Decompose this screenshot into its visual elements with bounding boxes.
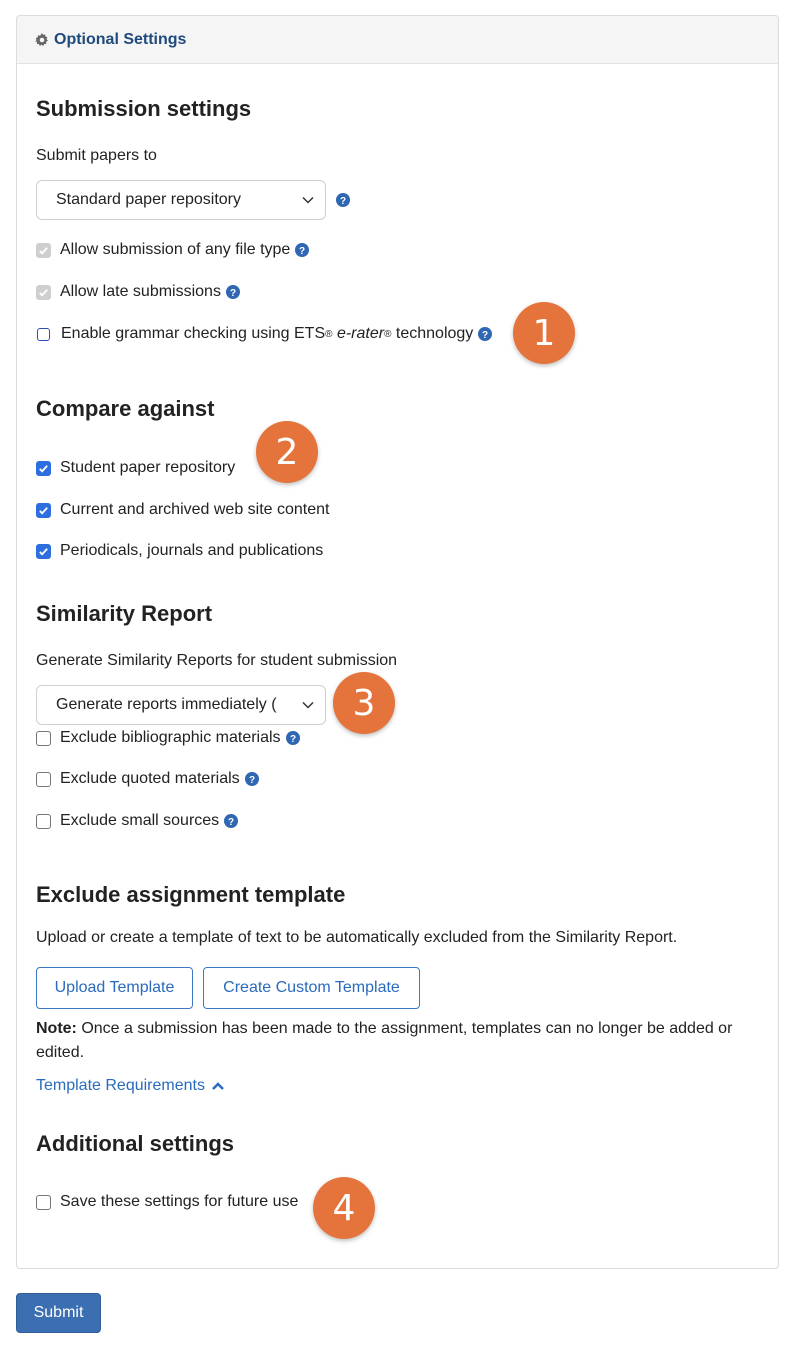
repository-select-value: Standard paper repository [56, 191, 241, 208]
biblio-help-icon[interactable] [286, 731, 300, 745]
gear-icon [35, 33, 49, 47]
save-settings-label: Save these settings for future use [60, 1193, 299, 1210]
allow-late-checkbox[interactable] [36, 285, 51, 300]
callout-badge-4: 4 [313, 1177, 375, 1239]
allow-any-file-type-label: Allow submission of any file type [60, 241, 291, 258]
save-settings-checkbox[interactable] [36, 1195, 51, 1210]
panel-header [17, 16, 778, 64]
generate-reports-label: Generate Similarity Reports for student submission [36, 652, 398, 669]
grammar-check-row[interactable] [36, 323, 492, 345]
exclude-small-label: Exclude small sources [60, 812, 220, 829]
generate-reports-select[interactable] [36, 685, 326, 725]
callout-badge-2: 2 [256, 421, 318, 483]
student-repo-label: Student paper repository [60, 459, 236, 476]
panel-title: Optional Settings [54, 30, 187, 48]
submit-button[interactable]: Submit [16, 1293, 101, 1333]
student-repo-row[interactable] [36, 457, 235, 479]
small-help-icon[interactable] [224, 814, 238, 828]
exclude-quoted-label: Exclude quoted materials [60, 770, 240, 787]
allow-late-row[interactable] [36, 281, 240, 303]
chevron-up-icon [211, 1080, 225, 1092]
submit-papers-label: Submit papers to [36, 147, 157, 164]
submission-settings-heading: Submission settings [36, 96, 252, 121]
template-requirements-link[interactable] [36, 1077, 225, 1095]
web-content-label: Current and archived web site content [60, 501, 330, 518]
exclude-small-row[interactable] [36, 810, 238, 832]
allow-any-file-type-checkbox[interactable] [36, 243, 51, 258]
svg-text:?: ? [289, 734, 296, 745]
grammar-reg-mark-2: ® [384, 328, 392, 340]
periodicals-row[interactable] [36, 540, 323, 562]
allow-any-file-type-row[interactable] [36, 239, 309, 261]
repository-select[interactable] [36, 180, 326, 220]
svg-text:?: ? [299, 246, 306, 257]
generate-reports-select-value: Generate reports immediately ( [56, 696, 277, 713]
web-content-row[interactable] [36, 499, 329, 521]
student-repo-checkbox[interactable] [36, 461, 51, 476]
web-content-checkbox[interactable] [36, 503, 51, 518]
chevron-down-icon [301, 698, 315, 717]
late-help-icon[interactable] [226, 285, 240, 299]
periodicals-label: Periodicals, journals and publications [60, 542, 324, 559]
chevron-down-icon [301, 193, 315, 212]
exclude-quoted-row[interactable] [36, 768, 259, 790]
create-custom-template-button[interactable]: Create Custom Template [203, 967, 420, 1009]
save-settings-row[interactable] [36, 1191, 298, 1213]
grammar-check-prefix: Enable grammar checking using ETS [61, 325, 326, 342]
exclude-small-checkbox[interactable] [36, 814, 51, 829]
grammar-reg-mark: ® [325, 328, 333, 340]
callout-badge-3: 3 [333, 672, 395, 734]
quoted-help-icon[interactable] [245, 772, 259, 786]
grammar-erater-label: e-rater [336, 325, 385, 342]
template-note-label: Note: [36, 1020, 77, 1037]
template-description: Upload or create a template of text to be automatically excluded from the Similarity Report. [36, 929, 678, 946]
template-requirements-label: Template Requirements [36, 1077, 205, 1094]
exclude-biblio-row[interactable] [36, 727, 300, 749]
exclude-quoted-checkbox[interactable] [36, 772, 51, 787]
template-note [36, 1017, 766, 1065]
compare-against-heading: Compare against [36, 396, 215, 421]
svg-text:?: ? [229, 288, 237, 299]
template-heading: Exclude assignment template [36, 882, 346, 907]
periodicals-checkbox[interactable] [36, 544, 51, 559]
svg-text:?: ? [482, 330, 489, 341]
callout-badge-1: 1 [513, 302, 575, 364]
grammar-check-checkbox[interactable] [37, 328, 50, 341]
grammar-check-suffix: technology [395, 325, 474, 342]
svg-text:?: ? [248, 775, 255, 786]
additional-settings-heading: Additional settings [36, 1131, 234, 1156]
svg-text:?: ? [228, 817, 235, 828]
template-note-text: Once a submission has been made to the assignment, templates can no longer be added or edited. [36, 1020, 733, 1061]
allow-late-label: Allow late submissions [60, 283, 221, 300]
upload-template-button[interactable]: Upload Template [36, 967, 193, 1009]
svg-text:?: ? [339, 196, 347, 207]
file-type-help-icon[interactable] [295, 243, 309, 257]
optional-settings-panel [16, 15, 779, 1269]
exclude-biblio-label: Exclude bibliographic materials [60, 729, 281, 746]
exclude-biblio-checkbox[interactable] [36, 731, 51, 746]
repository-help-icon[interactable] [336, 193, 350, 212]
similarity-report-heading: Similarity Report [36, 601, 213, 626]
grammar-help-icon[interactable] [478, 327, 492, 341]
